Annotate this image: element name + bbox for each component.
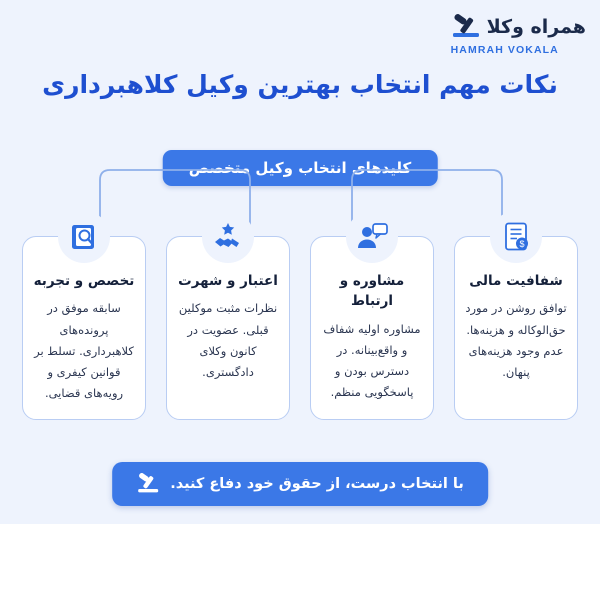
gavel-logo-icon bbox=[451, 14, 481, 40]
brand-name-en: HAMRAH VOKALA bbox=[450, 44, 559, 56]
handshake-star-icon bbox=[202, 211, 254, 263]
logo-row bbox=[451, 14, 586, 40]
card-title: مشاوره و ارتباط bbox=[339, 273, 405, 310]
page-title: نکات مهم انتخاب بهترین وکیل کلاهبرداری bbox=[42, 70, 558, 99]
law-book-magnifier-icon bbox=[58, 211, 110, 263]
svg-text:$: $ bbox=[519, 239, 525, 249]
card-consultation-communication[interactable] bbox=[310, 236, 434, 420]
footer-label: با انتخاب درست، از حقوق خود دفاع کنید. bbox=[170, 476, 464, 492]
card-expertise-experience[interactable] bbox=[22, 236, 146, 420]
card-credibility-reputation[interactable] bbox=[166, 236, 290, 420]
cards-row bbox=[22, 236, 578, 420]
gavel-icon bbox=[136, 473, 160, 495]
footer-cta[interactable] bbox=[112, 462, 488, 506]
card-title: تخصص و تجربه bbox=[33, 273, 135, 289]
document-dollar-icon bbox=[490, 211, 542, 263]
card-title: شفافیت مالی bbox=[469, 273, 563, 289]
card-title: اعتبار و شهرت bbox=[178, 273, 278, 289]
card-financial-transparency[interactable] bbox=[454, 236, 578, 420]
brand-name-fa: همراه وکلا bbox=[486, 15, 586, 38]
card-body: مشاوره اولیه شفاف و واقع‌بینانه. در دسترس بودن و پاسخگویی منظم. bbox=[323, 321, 421, 400]
center-node-label: کلیدهای انتخاب وکیل متخصص bbox=[163, 150, 438, 186]
card-body: نظرات مثبت موکلین قبلی. عضویت در کانون وکلای دادگستری. bbox=[178, 301, 278, 380]
card-body: توافق روشن در مورد حق‌الوکاله و هزینه‌ها. عدم وجود هزینه‌های پنهان. bbox=[465, 301, 567, 380]
card-body: سابقه موفق در پرونده‌های کلاهبرداری. تسلط بر قوانین کیفری و رویه‌های قضایی. bbox=[34, 301, 134, 401]
brand-logo[interactable] bbox=[451, 14, 586, 56]
consultation-chat-icon bbox=[346, 211, 398, 263]
